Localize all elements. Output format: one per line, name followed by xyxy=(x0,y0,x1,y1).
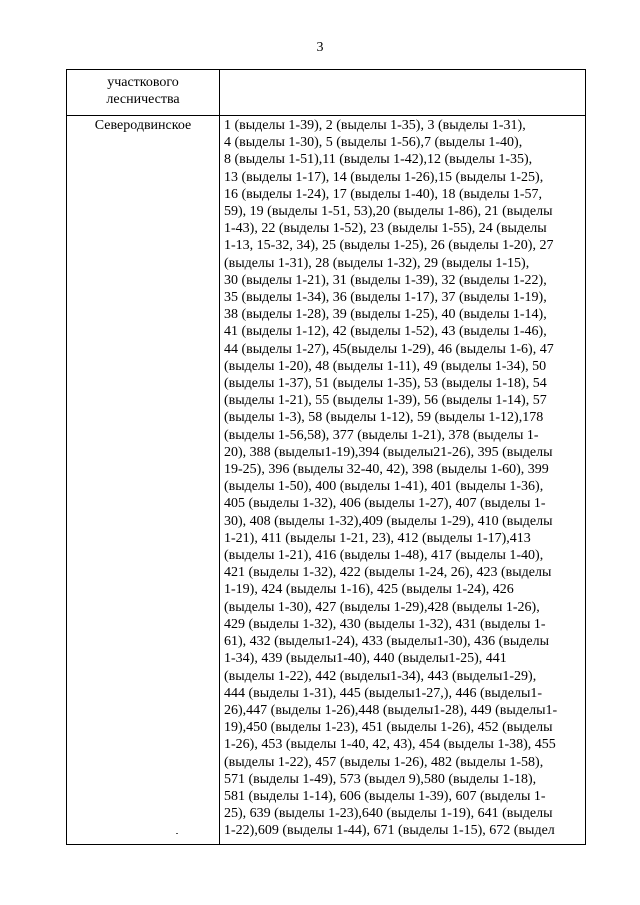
quarters-list-line: 581 (выделы 1-14), 606 (выделы 1-39), 607 (выделы 1- xyxy=(224,788,546,804)
quarters-list-line: 429 (выделы 1-32), 430 (выделы 1-32), 431 (выделы 1- xyxy=(224,616,546,632)
quarters-list-line: 30 (выделы 1-21), 31 (выделы 1-39), 32 (выделы 1-22), xyxy=(224,272,547,288)
quarters-list-line: (выделы 1-37), 51 (выделы 1-35), 53 (выделы 1-18), 54 xyxy=(224,376,547,392)
quarters-list-line: 421 (выделы 1-32), 422 (выделы 1-24, 26), 423 (выделы xyxy=(224,565,552,581)
quarters-list-line: 405 (выделы 1-32), 406 (выделы 1-27), 407 (выделы 1- xyxy=(224,496,546,512)
forestry-table xyxy=(66,69,586,845)
forestry-name: Северодвинское xyxy=(94,118,192,133)
header-line: лесничества xyxy=(106,92,180,107)
quarters-list-line: 30), 408 (выделы 1-32),409 (выделы 1-29), 410 (выделы xyxy=(224,513,553,529)
quarters-list-line: (выделы 1-31), 28 (выделы 1-32), 29 (выделы 1-15), xyxy=(224,255,530,271)
quarters-list-line: 1-21), 411 (выделы 1-21, 23), 412 (выделы 1-17),413 xyxy=(224,530,531,546)
table-column-divider xyxy=(219,70,220,844)
quarters-list-line: 59), 19 (выделы 1-51, 53),20 (выделы 1-86), 21 (выделы xyxy=(224,204,553,220)
table-row-divider xyxy=(67,115,585,116)
quarters-list-line: 44 (выделы 1-27), 45(выделы 1-29), 46 (выделы 1-6), 47 xyxy=(224,341,554,357)
quarters-list xyxy=(224,117,584,840)
quarters-list-line: 8 (выделы 1-51),11 (выделы 1-42),12 (выделы 1-35), xyxy=(224,152,533,168)
quarters-list-line: 1-19), 424 (выделы 1-16), 425 (выделы 1-24), 426 xyxy=(224,582,514,598)
quarters-list-line: (выделы 1-22), 442 (выделы1-34), 443 (выделы1-29), xyxy=(224,668,537,684)
quarters-list-line: 20), 388 (выделы1-19),394 (выделы21-26), 395 (выделы xyxy=(224,444,553,460)
quarters-list-line: 41 (выделы 1-12), 42 (выделы 1-52), 43 (выделы 1-46), xyxy=(224,324,547,340)
quarters-list-line: 25), 639 (выделы 1-23),640 (выделы 1-19), 641 (выделы xyxy=(224,806,553,822)
quarters-list-line: 1-43), 22 (выделы 1-52), 23 (выделы 1-55), 24 (выделы xyxy=(224,221,547,237)
quarters-list-line: 4 (выделы 1-30), 5 (выделы 1-56),7 (выделы 1-40), xyxy=(224,135,523,151)
quarters-list-line: 1-13, 15-32, 34), 25 (выделы 1-25), 26 (выделы 1-20), 27 xyxy=(224,238,554,254)
quarters-list-line: (выделы 1-30), 427 (выделы 1-29),428 (выделы 1-26), xyxy=(224,599,540,615)
quarters-list-line: (выделы 1-21), 416 (выделы 1-48), 417 (выделы 1-40), xyxy=(224,548,544,564)
scan-speck xyxy=(176,833,178,834)
table-header-cell xyxy=(67,74,219,108)
header-line: участкового xyxy=(107,75,179,90)
quarters-list-line: (выделы 1-3), 58 (выделы 1-12), 59 (выделы 1-12),178 xyxy=(224,410,544,426)
quarters-list-line: 1-26), 453 (выделы 1-40, 42, 43), 454 (выделы 1-38), 455 xyxy=(224,737,556,753)
quarters-list-line: (выделы 1-22), 457 (выделы 1-26), 482 (выделы 1-58), xyxy=(224,754,544,770)
quarters-list-line: 16 (выделы 1-24), 17 (выделы 1-40), 18 (выделы 1-57, xyxy=(224,186,543,202)
quarters-list-line: 1-34), 439 (выделы1-40), 440 (выделы1-25), 441 xyxy=(224,651,507,667)
quarters-list-line: 38 (выделы 1-28), 39 (выделы 1-25), 40 (выделы 1-14), xyxy=(224,307,547,323)
quarters-list-line: 35 (выделы 1-34), 36 (выделы 1-17), 37 (выделы 1-19), xyxy=(224,290,547,306)
quarters-list-line: 444 (выделы 1-31), 445 (выделы1-27,), 446 (выделы1- xyxy=(224,685,543,701)
quarters-list-line: 1-22),609 (выделы 1-44), 671 (выделы 1-15), 672 (выдел xyxy=(224,823,555,839)
quarters-list-line: 13 (выделы 1-17), 14 (выделы 1-26),15 (выделы 1-25), xyxy=(224,169,544,185)
quarters-list-line: 571 (выделы 1-49), 573 (выдел 9),580 (выделы 1-18), xyxy=(224,771,537,787)
quarters-list-line: (выделы 1-50), 400 (выделы 1-41), 401 (выделы 1-36), xyxy=(224,479,544,495)
quarters-list-line: 61), 432 (выделы1-24), 433 (выделы1-30), 436 (выделы xyxy=(224,634,550,650)
quarters-list-line: (выделы 1-21), 55 (выделы 1-39), 56 (выделы 1-14), 57 xyxy=(224,393,547,409)
quarters-list-line: 1 (выделы 1-39), 2 (выделы 1-35), 3 (выделы 1-31), xyxy=(224,118,526,133)
quarters-list-line: 19),450 (выделы 1-23), 451 (выделы 1-26), 452 (выделы xyxy=(224,720,553,736)
quarters-list-line: 26),447 (выделы 1-26),448 (выделы1-28), 449 (выделы1- xyxy=(224,702,558,718)
quarters-list-line: (выделы 1-20), 48 (выделы 1-11), 49 (выделы 1-34), 50 xyxy=(224,358,547,374)
quarters-list-line: 19-25), 396 (выделы 32-40, 42), 398 (выделы 1-60), 399 xyxy=(224,462,549,478)
page-number: 3 xyxy=(316,40,324,55)
quarters-list-line: (выделы 1-56,58), 377 (выделы 1-21), 378 (выделы 1- xyxy=(224,427,539,443)
